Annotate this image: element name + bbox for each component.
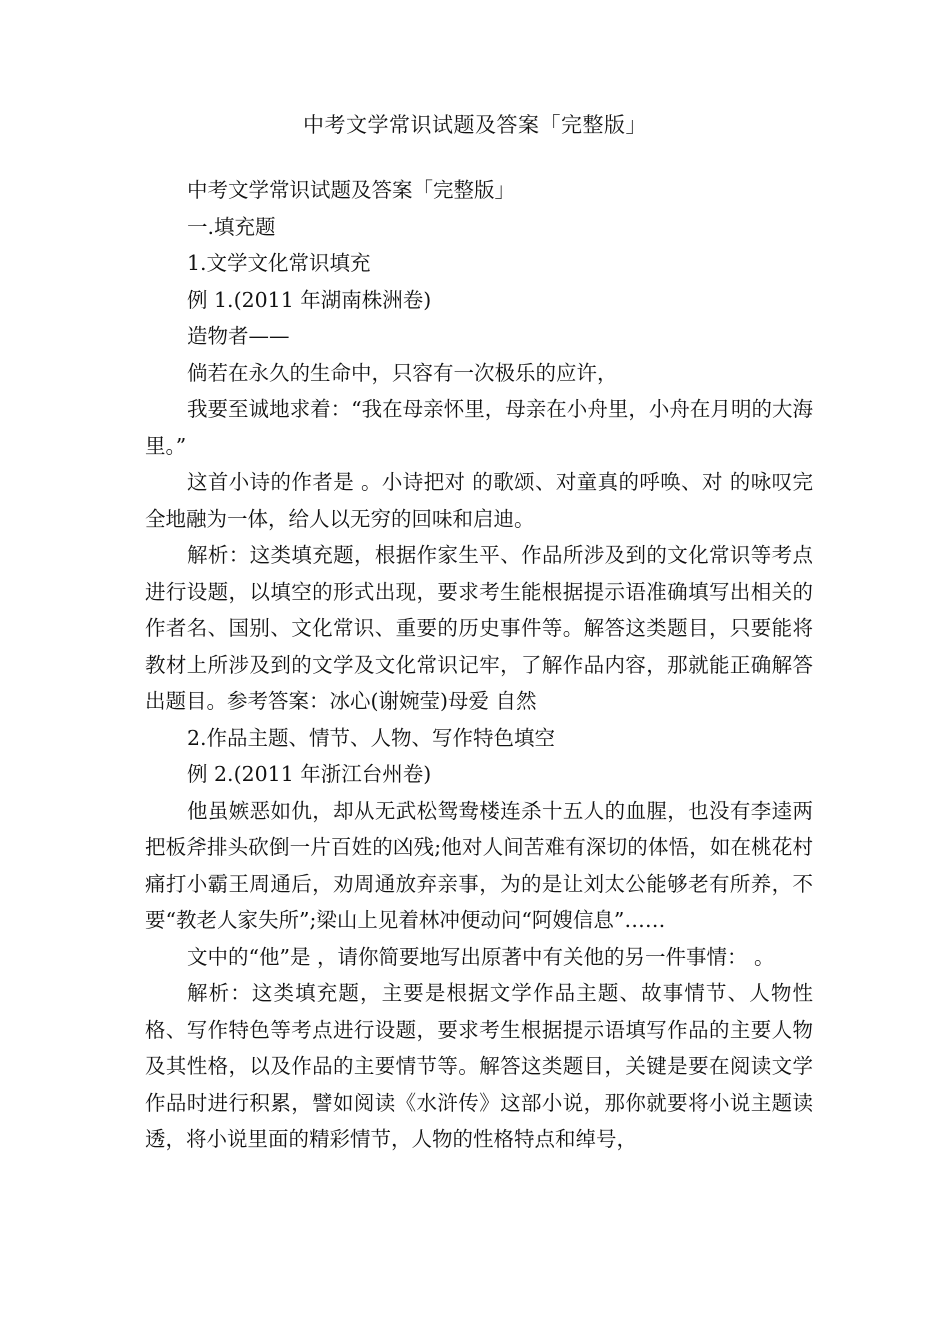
- subsection-heading-literary-knowledge: 1.文学文化常识填充: [187, 251, 371, 275]
- example-1-label: 例 1.(2011 年湖南株洲卷): [187, 287, 432, 312]
- example-2-passage: 他虽嫉恶如仇，却从无武松鸳鸯楼连杀十五人的血腥，也没有李逵两把板斧排头砍倒一片百姓的凶残;他对人间苦难有深切的体悟，如在桃花村痛打小霸王周通后，劝周通放弃亲事，为的是让刘太公能够老有所养，不要“教老人家失所”;梁山上见着林冲便动问“阿嫂信息”……: [145, 798, 813, 932]
- example-2-question: 文中的“他”是 ，请你简要地写出原著中有关他的另一件事情： 。: [187, 944, 775, 969]
- example-2-analysis: 解析：这类填充题，主要是根据文学作品主题、故事情节、人物性格、写作特色等考点进行设题，要求考生根据提示语填写作品的主要人物及其性格，以及作品的主要情节等。解答这类题目，关键是要在阅读文学作品时进行积累，譬如阅读《水浒传》这部小说，那你就要将小说主题读透，将小说里面的精彩情节，人物的性格特点和绰号，: [145, 981, 813, 1151]
- paragraph-subtitle: 中考文学常识试题及答案「完整版」: [187, 178, 515, 202]
- example-2-label: 例 2.(2011 年浙江台州卷): [187, 762, 432, 786]
- section-heading-fill-in: 一.填充题: [187, 214, 276, 239]
- poem-line-1: 造物者——: [187, 324, 290, 348]
- poem-line-3: 我要至诚地求着：“我在母亲怀里，母亲在小舟里，小舟在月明的大海里。”: [145, 397, 813, 458]
- page-title: 中考文学常识试题及答案「完整版」: [303, 113, 647, 137]
- poem-line-2: 倘若在永久的生命中，只容有一次极乐的应许，: [187, 360, 618, 385]
- example-1-question: 这首小诗的作者是 。小诗把对 的歌颂、对童真的呼唤、对 的咏叹完全地融为一体，给人以无穷的回味和启迪。: [145, 470, 813, 531]
- example-1-analysis: 解析：这类填充题，根据作家生平、作品所涉及到的文化常识等考点进行设题，以填空的形式出现，要求考生能根据提示语准确填写出相关的作者名、国别、文化常识、重要的历史事件等。解答这类题目，只要能将教材上所涉及到的文学及文化常识记牢，了解作品内容，那就能正确解答出题目。参考答案：冰心(谢婉莹)母爱 自然: [145, 543, 813, 713]
- document-body: [145, 172, 813, 1158]
- subsection-heading-themes: 2.作品主题、情节、人物、写作特色填空: [187, 725, 556, 750]
